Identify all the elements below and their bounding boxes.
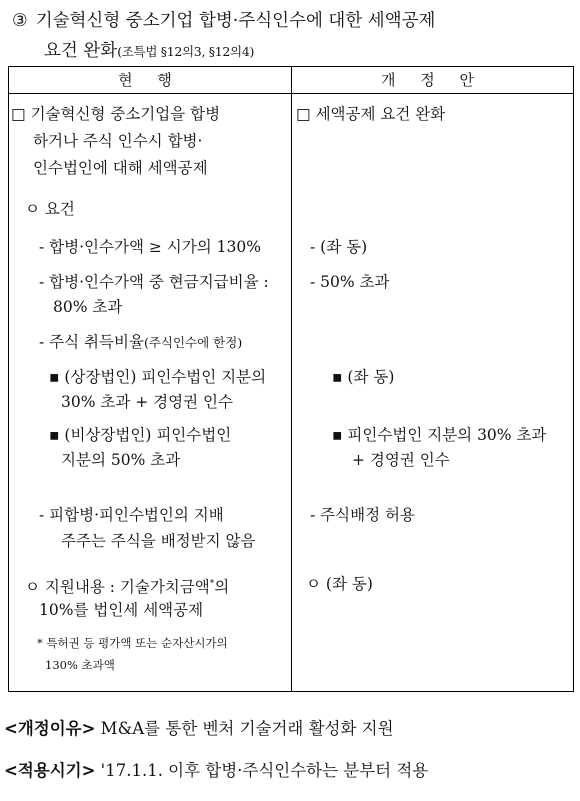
revised-req1: - (좌 동)	[310, 238, 368, 256]
current-req1: - 합병·인수가액 ≥ 시가의 130%	[39, 238, 261, 256]
current-req3-text: - 주식 취득비율	[39, 333, 144, 351]
current-req2-line2: 80% 초과	[53, 298, 123, 316]
footnote-line2: 130% 초과액	[45, 658, 115, 672]
support-text-end: 의	[214, 578, 230, 597]
revised-req3b-line1: ▪ 피인수법인 지분의 30% 초과	[332, 426, 547, 444]
support-footnote-mark: *	[209, 579, 215, 589]
current-req3a-line2: 30% 초과 + 경영권 인수	[61, 393, 233, 411]
timing-text: '17.1.1. 이후 합병·주식인수하는 분부터 적용	[100, 761, 429, 780]
header-current: 현 행	[118, 71, 182, 89]
title-line1: 기술혁신형 중소기업 합병·주식인수에 대한 세액공제	[35, 11, 436, 31]
revised-intro: □ 세액공제 요건 완화	[296, 105, 446, 123]
section-title	[12, 6, 572, 67]
header-revised: 개 정 안	[380, 71, 484, 89]
revised-req4: - 주식배정 허용	[310, 506, 415, 524]
section-number: ③	[12, 11, 28, 31]
current-req3-note: (주식인수에 한정)	[143, 335, 243, 350]
current-req3a-line1: ▪ (상장법인) 피인수법인 지분의	[49, 368, 267, 386]
reason-text: M&A를 통한 벤처 기술거래 활성화 지원	[100, 719, 394, 738]
current-support-line2: 10%를 법인세 세액공제	[39, 601, 204, 619]
current-intro-line2: 하거나 주식 인수시 합병·	[33, 132, 203, 150]
reason-line	[4, 716, 394, 742]
current-req4-line2: 주주는 주식을 배정받지 않음	[61, 532, 256, 550]
timing-line	[4, 758, 428, 784]
current-req3b-line1: ▪ (비상장법인) 피인수법인	[49, 426, 232, 444]
revised-req3b-line2: + 경영권 인수	[352, 451, 450, 469]
revised-req3a: ▪ (좌 동)	[332, 368, 395, 386]
revised-req2: - 50% 초과	[310, 273, 390, 291]
current-support-line1	[25, 572, 229, 599]
reason-label: <개정이유>	[4, 719, 96, 738]
current-intro-line1: □ 기술혁신형 중소기업을 합병	[11, 105, 221, 123]
footnote-line1: * 특허권 등 평가액 또는 순자산시가의	[37, 636, 228, 650]
current-req4-line1: - 피합병·피인수법인의 지배	[39, 506, 224, 524]
column-divider	[291, 67, 292, 691]
timing-label: <적용시기>	[4, 761, 96, 780]
title-law-reference: (조특법 §12의3, §12의4)	[117, 44, 255, 59]
current-intro-line3: 인수법인에 대해 세액공제	[33, 159, 208, 177]
support-text: ㅇ 지원내용 : 기술가치금액	[25, 578, 210, 597]
comparison-table	[8, 66, 574, 692]
revised-support: ㅇ (좌 동)	[306, 575, 373, 593]
current-req2-line1: - 합병·인수가액 중 현금지급비율 :	[39, 273, 269, 291]
current-req3b-line2: 지분의 50% 초과	[61, 451, 181, 469]
requirements-heading: ㅇ 요건	[25, 200, 75, 218]
title-line2: 요건 완화	[44, 41, 118, 61]
current-req3	[39, 330, 242, 355]
